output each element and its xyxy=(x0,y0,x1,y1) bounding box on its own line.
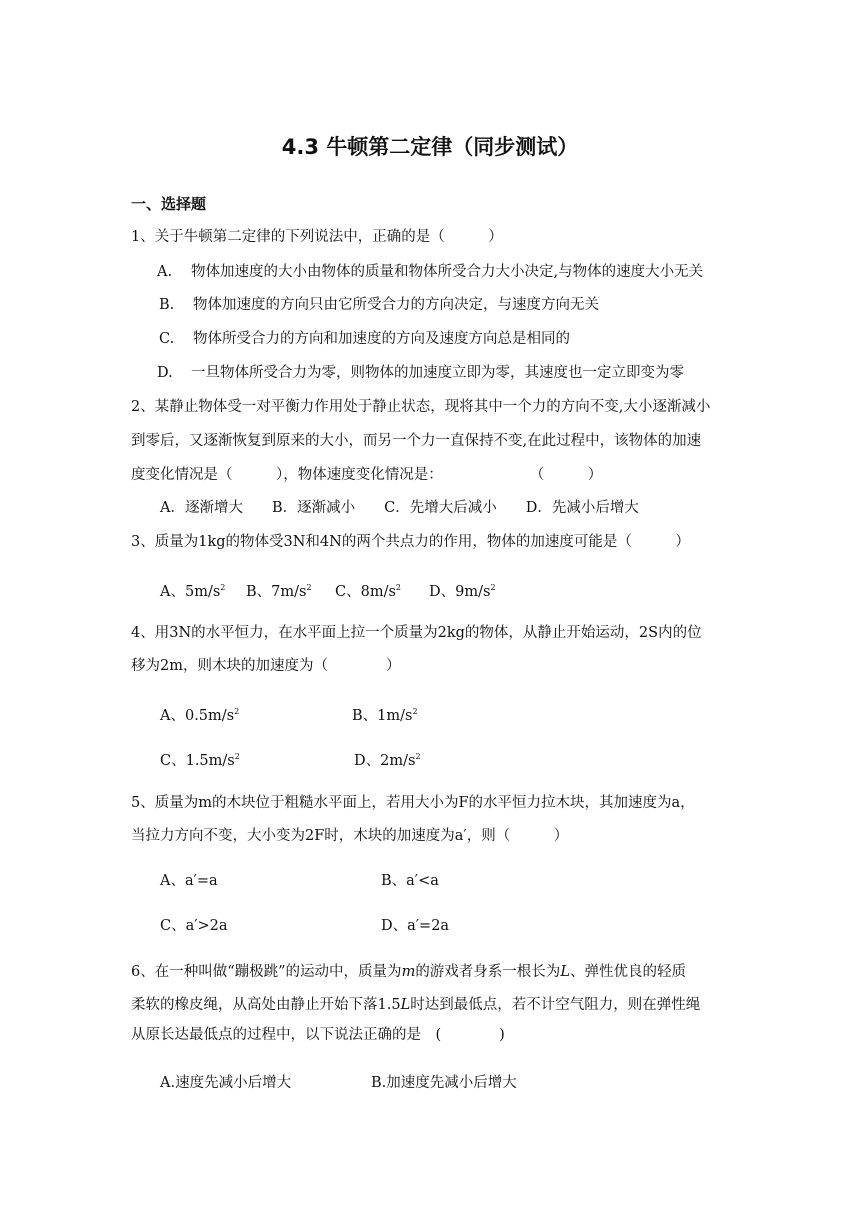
text-run: 时达到最低点，若不计空气阻力，则在弹性绳 xyxy=(410,997,701,1013)
question-3-option-c xyxy=(335,578,401,602)
option-label: C. xyxy=(159,331,175,347)
question-5-line-1: 5、质量为m的木块位于粗糙水平面上，若用大小为F的水平恒力拉木块，其加速度为a， xyxy=(131,795,695,811)
option-text: D、2m/s xyxy=(354,753,416,769)
option-label: D. xyxy=(157,365,173,381)
text-run: 的游戏者身系一根长为 xyxy=(415,964,561,980)
option-text: 一旦物体所受合力为零，则物体的加速度立即为零，其速度也一定立即变为零 xyxy=(191,365,684,381)
text-run: 6、在一种叫做“蹦极跳”的运动中，质量为 xyxy=(131,964,402,980)
question-3-option-d xyxy=(429,578,496,602)
option-label: A. xyxy=(157,264,173,280)
question-2-line-2: 到零后，又逐渐恢复到原来的大小，而另一个力一直保持不变,在此过程中，该物体的加速 xyxy=(131,433,702,449)
exponent: 2 xyxy=(306,583,312,592)
option-text: 物体所受合力的方向和加速度的方向及速度方向总是相同的 xyxy=(193,331,570,347)
exponent: 2 xyxy=(234,707,240,716)
option-text: 物体加速度的大小由物体的质量和物体所受合力大小决定,与物体的速度大小无关 xyxy=(191,264,704,280)
text-run: 、弹性优良的轻质 xyxy=(569,964,686,980)
question-6-option-a: A.速度先减小后增大 xyxy=(160,1075,292,1091)
option-text: D、9m/s xyxy=(429,584,491,600)
question-2-line-1: 2、某静止物体受一对平衡力作用处于静止状态，现将其中一个力的方向不变,大小逐渐减小 xyxy=(131,399,711,415)
question-3-option-b xyxy=(246,578,312,602)
option-text: 物体加速度的方向只由它所受合力的方向决定，与速度方向无关 xyxy=(193,297,599,313)
option-text: B、1m/s xyxy=(352,708,413,724)
option-text: A、5m/s xyxy=(160,584,221,600)
variable-l: L xyxy=(560,964,570,980)
question-3-stem: 3、质量为1kg的物体受3N和4N的两个共点力的作用，物体的加速度可能是（ ） xyxy=(131,534,690,550)
question-4-option-a xyxy=(160,702,239,726)
question-2-line-3: 度变化情况是（ ），物体速度变化情况是： （ ） xyxy=(131,467,603,483)
question-6-line-3: 从原长达最低点的过程中，以下说法正确的是 ( ) xyxy=(131,1027,505,1043)
exponent: 2 xyxy=(412,707,418,716)
question-1-stem: 1、关于牛顿第二定律的下列说法中，正确的是（ ） xyxy=(131,229,503,245)
section-heading: 一、选择题 xyxy=(131,195,207,213)
question-2-options: A．逐渐增大 B．逐渐减小 C．先增大后减小 D．先减小后增大 xyxy=(160,500,639,516)
variable-l: L xyxy=(400,997,411,1013)
question-5-option-c: C、a′>2a xyxy=(160,918,228,934)
question-4-option-c xyxy=(160,747,240,771)
option-text: C、1.5m/s xyxy=(160,753,235,769)
option-text: A、0.5m/s xyxy=(160,708,235,724)
question-4-option-d xyxy=(354,747,421,771)
question-5-option-d: D、a′=2a xyxy=(381,918,450,934)
exponent: 2 xyxy=(395,583,401,592)
question-3-option-a xyxy=(160,578,225,602)
page-title: 4.3 牛顿第二定律（同步测试） xyxy=(281,135,579,159)
question-1-option-d xyxy=(157,363,684,383)
question-1-option-c xyxy=(159,329,570,349)
question-5-option-a: A、a′=a xyxy=(160,873,218,889)
question-4-option-b xyxy=(352,702,418,726)
text-run: 柔软的橡皮绳，从高处由静止开始下落1.5 xyxy=(131,997,401,1013)
question-4-line-1: 4、用3N的水平恒力，在水平面上拉一个质量为2kg的物体，从静止开始运动，2S内的位 xyxy=(131,625,702,641)
question-1-option-a xyxy=(157,262,703,282)
option-text: C、8m/s xyxy=(335,584,396,600)
exponent: 2 xyxy=(234,752,240,761)
option-text: B、7m/s xyxy=(246,584,307,600)
option-label: B. xyxy=(159,297,175,313)
question-4-line-2: 移为2m，则木块的加速度为（ ） xyxy=(131,658,401,674)
question-5-line-2: 当拉力方向不变，大小变为2F时，木块的加速度为a′，则（ ） xyxy=(131,828,569,844)
exponent: 2 xyxy=(220,583,226,592)
question-5-option-b: B、a′<a xyxy=(381,873,439,889)
question-6-option-b: B.加速度先减小后增大 xyxy=(371,1075,517,1091)
question-6-line-1 xyxy=(131,962,686,982)
exponent: 2 xyxy=(415,752,421,761)
question-6-line-2 xyxy=(131,995,700,1015)
question-1-option-b xyxy=(159,295,599,315)
variable-m: m xyxy=(401,964,416,980)
exponent: 2 xyxy=(490,583,496,592)
